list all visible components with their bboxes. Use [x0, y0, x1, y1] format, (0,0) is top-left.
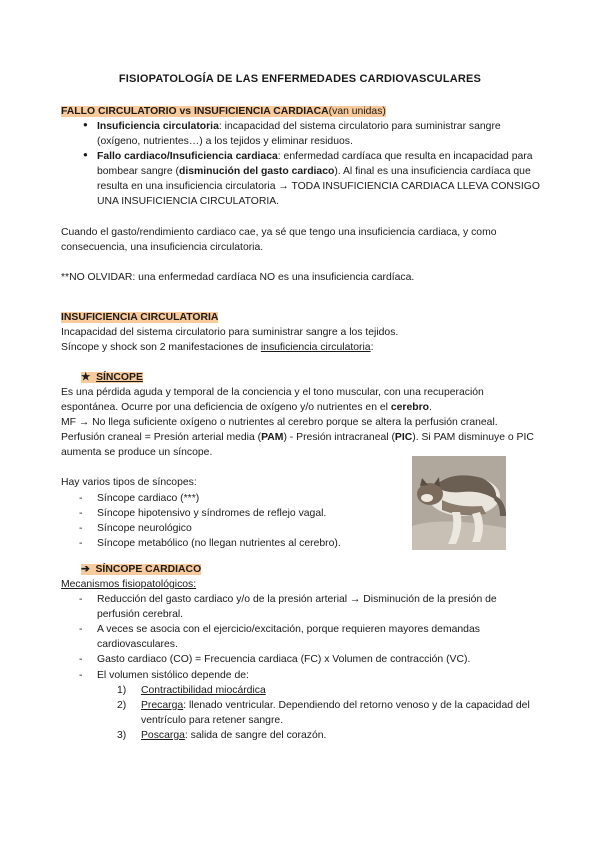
item-number: 1): [117, 684, 127, 696]
text: : llenado ventricular. Dependiendo del retorno venoso y de la capacidad del ventrículo para retener sangre.: [141, 699, 530, 726]
star-icon: ★: [81, 372, 91, 383]
mechanisms-list: [61, 592, 541, 682]
list-item: [61, 698, 541, 728]
list-item: - Síncope hipotensivo y síndromes de reflejo vagal.: [61, 506, 541, 521]
term: Fallo cardiaco/Insuficiencia cardiaca: [97, 151, 278, 163]
heading-highlight: FALLO CIRCULATORIO vs INSUFICIENCIA CARDIACA: [61, 106, 329, 117]
paragraph: Cuando el gasto/rendimiento cardiaco cae, ya sé que tengo una insuficiencia cardiaca, y como consecuencia, una insuficiencia circulatoria.: [61, 226, 497, 253]
text: Perfusión craneal = Presión arterial media (: [61, 432, 262, 444]
section-sincope-cardiaco: [61, 562, 541, 743]
paragraph: MF → No llega suficiente oxígeno o nutrientes al cerebro porque se altera la perfusión craneal.: [61, 417, 498, 429]
emphasis: PIC: [394, 432, 413, 444]
text: : salida de sangre del corazón.: [184, 729, 327, 741]
emphasis: PAM: [261, 432, 284, 444]
list-item: [61, 119, 541, 149]
term: Insuficiencia circulatoria: [97, 121, 219, 133]
list-item: - Gasto cardiaco (CO) = Frecuencia cardiaca (FC) x Volumen de contracción (VC).: [61, 652, 541, 667]
text: Síncope y shock son 2 manifestaciones de: [61, 342, 261, 354]
list-item: - Síncope metabólico (no llegan nutrientes al cerebro).: [61, 536, 541, 551]
section-heading: [61, 104, 541, 119]
cat-photo: [412, 456, 506, 550]
item-number: 3): [117, 729, 127, 741]
heading-text: SÍNCOPE CARDIACO: [95, 564, 202, 575]
text: ). Si PAM disminuye o PIC aumenta se produce un síncope.: [61, 432, 534, 459]
heading-highlight: [81, 564, 201, 575]
note-paragraph: **NO OLVIDAR: una enfermedad cardíaca NO es una insuficiencia cardíaca.: [61, 271, 415, 283]
paragraph: [61, 340, 541, 355]
emphasis: cerebro: [390, 402, 429, 414]
paragraph: Hay varios tipos de síncopes:: [61, 477, 197, 489]
list-item: [61, 149, 541, 209]
text: Es una pérdida aguda y temporal de la conciencia y el tono muscular, con una recuperación espontánea. Ocurre por una deficiencia de oxígeno y/o nutrientes en el: [61, 387, 484, 414]
page-title: FISIOPATOLOGÍA DE LAS ENFERMEDADES CARDIOVASCULARES: [118, 73, 482, 85]
paragraph: [61, 385, 541, 415]
list-item: [61, 728, 541, 743]
list-item: - Síncope cardiaco (***): [61, 491, 541, 506]
volume-factors-list: [61, 683, 541, 743]
mechanisms-label: [61, 577, 541, 592]
heading-highlight: INSUFICIENCIA CIRCULATORIA: [61, 312, 219, 323]
text: .: [428, 402, 432, 414]
section-fallo-circulatorio: [61, 104, 541, 285]
underlined-label: Mecanismos fisiopatológicos:: [61, 579, 197, 591]
text: ) - Presión intracraneal (: [283, 432, 395, 444]
definition: : enfermedad cardíaca que resulta en incapacidad para bombear sangre (: [97, 151, 533, 178]
definition-cont: ). Al final es una insuficiencia cardíaca que resulta en una insuficiencia circulatoria → TODA INSUFICIENCIA CARDIACA LLEVA CONSIGO UNA INSUFICIENCIA CIRCULATORIA.: [97, 166, 540, 208]
list-item: - Reducción del gasto cardiaco y/o de la presión arterial → Disminución de la presión de perfusión cerebral.: [61, 592, 541, 622]
list-item: - A veces se asocia con el ejercicio/excitación, porque requieren mayores demandas cardiovasculares.: [61, 622, 541, 652]
subsection-heading: [61, 562, 541, 577]
heading-highlight: [81, 372, 143, 383]
section-heading: [61, 310, 541, 325]
emphasis: disminución del gasto cardiaco: [179, 166, 335, 178]
heading-note: (van unidas): [328, 106, 386, 117]
paragraph: Incapacidad del sistema circulatorio para suministrar sangre a los tejidos.: [61, 327, 399, 339]
arrow-right-icon: ➔: [81, 564, 90, 575]
list-item: - El volumen sistólico depende de:: [61, 668, 541, 683]
section-insuficiencia-circulatoria: [61, 310, 541, 355]
underlined-term: insuficiencia circulatoria: [260, 342, 371, 354]
definition-list: [61, 119, 541, 209]
list-item: [61, 683, 541, 698]
underlined-term: Poscarga: [141, 729, 185, 741]
underlined-term: Precarga: [141, 699, 184, 711]
underlined-term: Contractibilidad miocárdica: [141, 684, 266, 696]
heading-text: SÍNCOPE: [96, 372, 143, 383]
list-item: - Síncope neurológico: [61, 521, 541, 536]
subsection-heading: [61, 370, 541, 385]
definition: : incapacidad del sistema circulatorio para suministrar sangre (oxígeno, nutrientes…) a los tejidos y eliminar residuos.: [97, 121, 501, 148]
text: :: [370, 342, 374, 354]
item-number: 2): [117, 699, 127, 711]
